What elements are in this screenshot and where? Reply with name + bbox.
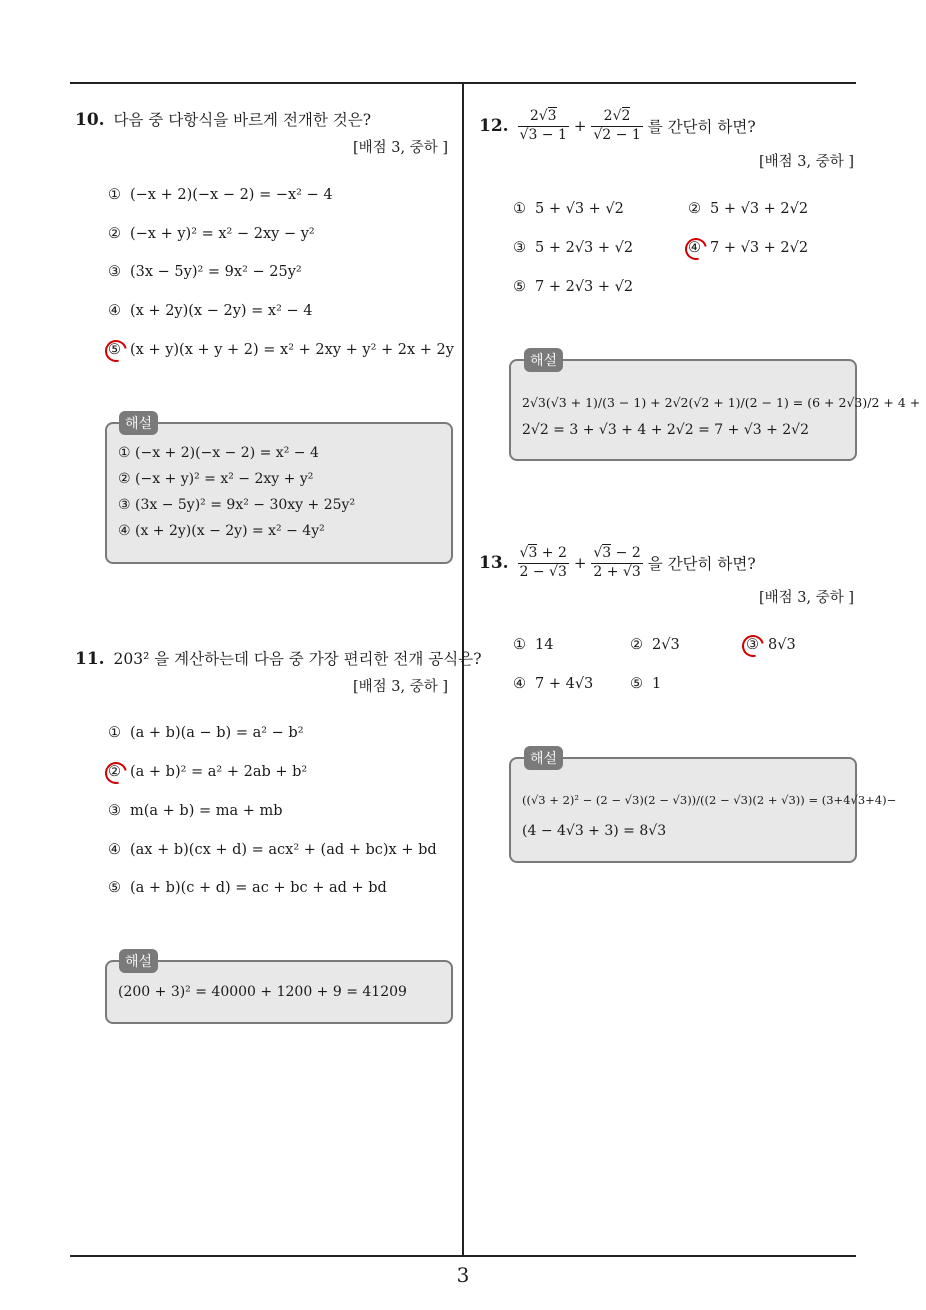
q12-meta: [배점 3, 중하 ] (758, 154, 854, 170)
q11-answer-circle (101, 758, 131, 788)
q11-question-text: 203² 을 계산하는데 다음 중 가장 편리한 전개 공식은? (113, 650, 482, 668)
q13-explanation-line: (4 − 4√3 + 3) = 8√3 (522, 823, 667, 839)
q12-explanation-box (509, 359, 857, 461)
page-number: 3 (456, 1263, 470, 1287)
q11-option-4[interactable]: ④ (ax + b)(cx + d) = acx² + (ad + bc)x + bd (108, 842, 437, 858)
q10-explanation-line: ③ (3x − 5y)² = 9x² − 30xy + 25y² (118, 497, 356, 513)
q12-answer-circle (681, 234, 711, 264)
q13-question-text: 을 간단히 하면? (647, 555, 756, 573)
q13-number: 13. (479, 553, 509, 573)
q11-question (75, 647, 482, 669)
q10-meta: [배점 3, 중하 ] (352, 140, 448, 156)
q10-answer-circle (101, 336, 131, 366)
q10-option-4[interactable]: ④ (x + 2y)(x − 2y) = x² − 4 (108, 303, 313, 319)
q13-answer-circle (738, 631, 768, 661)
q13-option-4[interactable]: ④ 7 + 4√3 (513, 676, 594, 692)
q13-explanation-line: ((√3 + 2)² − (2 − √3)(2 − √3))/((2 − √3)(2 + √3)) = (3+4√3+4)− (522, 793, 897, 807)
q12-question-text: 를 간단히 하면? (647, 118, 756, 136)
q12-number: 12. (479, 116, 509, 136)
q12-option-5[interactable]: ⑤ 7 + 2√3 + √2 (513, 279, 634, 295)
q13-option-2[interactable]: ② 2√3 (630, 637, 680, 653)
q10-option-1[interactable]: ① (−x + 2)(−x − 2) = −x² − 4 (108, 187, 333, 203)
q11-explanation-tag: 해설 (119, 949, 158, 973)
q12-explanation-line: 2√3(√3 + 1)/(3 − 1) + 2√2(√2 + 1)/(2 − 1) = (6 + 2√3)/2 + 4 + (522, 395, 921, 410)
q12-option-4[interactable]: ④ 7 + √3 + 2√2 (688, 240, 809, 256)
q13-option-1[interactable]: ① 14 (513, 637, 554, 653)
q10-option-2[interactable]: ② (−x + y)² = x² − 2xy − y² (108, 226, 315, 242)
q12-option-2[interactable]: ② 5 + √3 + 2√2 (688, 201, 809, 217)
q11-explanation-line: (200 + 3)² = 40000 + 1200 + 9 = 41209 (118, 984, 407, 1000)
q10-question (75, 108, 371, 130)
q13-explanation-box (509, 757, 857, 863)
q13-explanation-tag: 해설 (524, 746, 563, 770)
q11-option-3[interactable]: ③ m(a + b) = ma + mb (108, 803, 283, 819)
q10-explanation-box (105, 422, 453, 564)
q13-fraction-2: $\frac{√3 - 2}{2 + √3}$ (593, 545, 641, 580)
q10-option-3[interactable]: ③ (3x − 5y)² = 9x² − 25y² (108, 264, 302, 280)
q10-explanation-line: ② (−x + y)² = x² − 2xy + y² (118, 471, 314, 487)
q11-option-5[interactable]: ⑤ (a + b)(c + d) = ac + bc + ad + bd (108, 880, 387, 896)
q12-question: 12. $\frac{2√3}{√3 - 1}$ + $\frac{2√2}{√2 - 1}$ 를 간단히 하면? (479, 108, 756, 143)
q11-number: 11. (75, 649, 105, 669)
q13-fraction-1: $\frac{√3 + 2}{2 - √3}$ (519, 545, 567, 580)
q11-option-2[interactable]: ② (a + b)² = a² + 2ab + b² (108, 764, 308, 780)
q10-explanation-line: ④ (x + 2y)(x − 2y) = x² − 4y² (118, 523, 325, 539)
q12-fraction-2: $\frac{2√2}{√2 - 1}$ (593, 108, 641, 143)
q12-option-1[interactable]: ① 5 + √3 + √2 (513, 201, 624, 217)
q12-explanation-line: 2√2 = 3 + √3 + 4 + 2√2 = 7 + √3 + 2√2 (522, 422, 809, 438)
q10-number: 10. (75, 110, 105, 130)
q12-fraction-1: $\frac{2√3}{√3 - 1}$ (519, 108, 567, 143)
q13-meta: [배점 3, 중하 ] (758, 590, 854, 606)
q11-meta: [배점 3, 중하 ] (352, 679, 448, 695)
q13-question: 13. $\frac{√3 + 2}{2 - √3}$ + $\frac{√3 - 2}{2 + √3}$ 을 간단히 하면? (479, 545, 756, 580)
q10-question-text: 다음 중 다항식을 바르게 전개한 것은? (113, 111, 372, 129)
q13-option-3[interactable]: ③ 8√3 (746, 637, 796, 653)
q10-explanation-tag: 해설 (119, 411, 158, 435)
q12-explanation-tag: 해설 (524, 348, 563, 372)
q10-option-5[interactable]: ⑤ (x + y)(x + y + 2) = x² + 2xy + y² + 2x + 2y (108, 342, 454, 358)
q12-option-3[interactable]: ③ 5 + 2√3 + √2 (513, 240, 634, 256)
q11-option-1[interactable]: ① (a + b)(a − b) = a² − b² (108, 725, 304, 741)
q10-explanation-line: ① (−x + 2)(−x − 2) = x² − 4 (118, 445, 319, 461)
column-divider (462, 82, 464, 1256)
q13-option-5[interactable]: ⑤ 1 (630, 676, 662, 692)
